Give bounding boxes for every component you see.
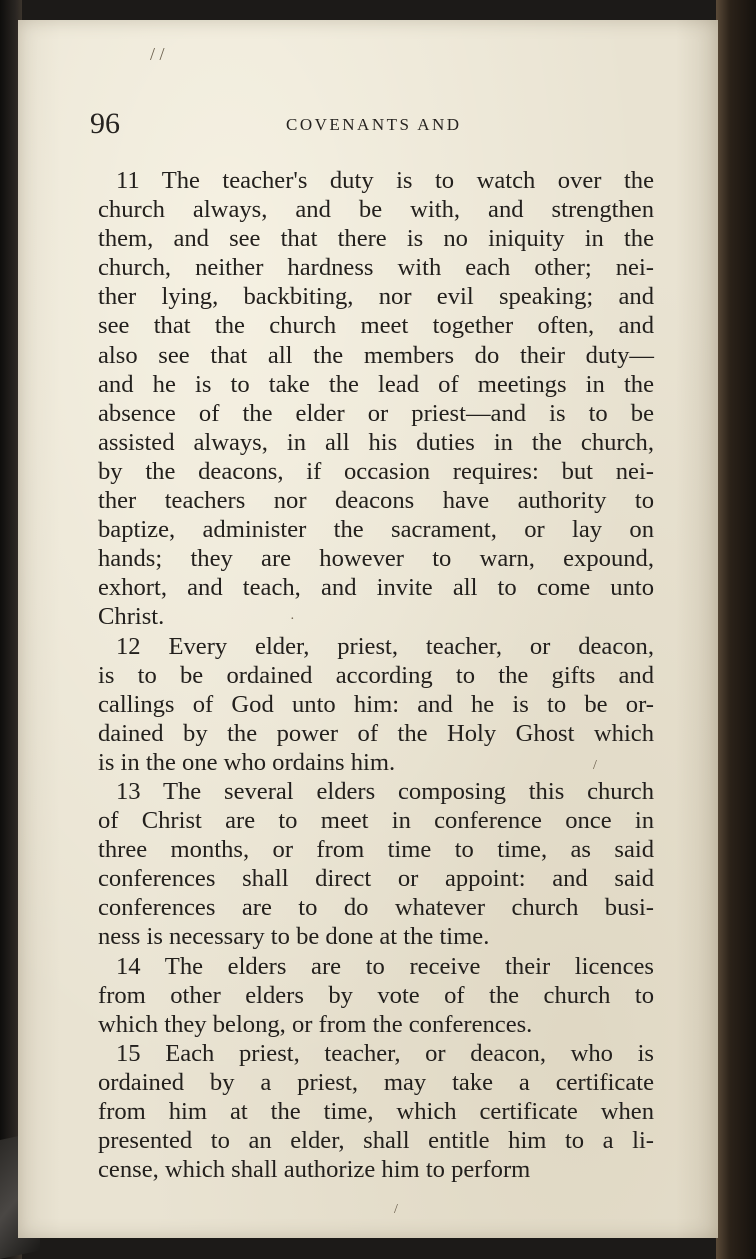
- page-header: [90, 104, 650, 144]
- text-line: of Christ are to meet in conference once in: [98, 807, 654, 835]
- text-line: ordained by a priest, may take a certificate: [98, 1068, 654, 1096]
- text-line: is in the one who ordains him.: [98, 748, 396, 776]
- pencil-mark: / /: [150, 44, 165, 64]
- text-line: and he is to take the lead of meetings in the: [98, 370, 654, 398]
- ink-speck: /: [593, 758, 597, 773]
- text-line: Christ.: [98, 603, 165, 631]
- text-line: church always, and be with, and strengthen: [98, 196, 654, 224]
- text-line: ther teachers nor deacons have authority to: [98, 487, 654, 515]
- book-cover-right-edge: [716, 0, 756, 1259]
- text-line: presented to an elder, shall entitle him to a li-: [98, 1127, 654, 1155]
- text-line: from other elders by vote of the church to: [98, 981, 654, 1009]
- text-line: by the deacons, if occasion requires: but nei-: [98, 457, 654, 485]
- paragraph-first-line: 12 Every elder, priest, teacher, or deacon,: [116, 632, 654, 660]
- paragraph-first-line: 11 The teacher's duty is to watch over the: [116, 167, 654, 194]
- text-line: assisted always, in all his duties in the church,: [98, 428, 654, 456]
- text-line: conferences shall direct or appoint: and said: [98, 865, 654, 893]
- text-line: three months, or from time to time, as said: [98, 836, 654, 864]
- text-line: cense, which shall authorize him to perform: [98, 1156, 531, 1184]
- page-number: 96: [90, 107, 120, 140]
- text-line: them, and see that there is no iniquity in the: [98, 225, 654, 253]
- text-line: absence of the elder or priest—and is to be: [98, 399, 654, 427]
- ink-speck: /: [394, 1202, 398, 1217]
- text-line: baptize, administer the sacrament, or lay on: [98, 516, 654, 544]
- text-line: see that the church meet together often, and: [98, 312, 654, 340]
- text-line: dained by the power of the Holy Ghost which: [98, 719, 654, 747]
- text-line: exhort, and teach, and invite all to come unto: [98, 574, 654, 602]
- text-line: is to be ordained according to the gifts and: [98, 661, 654, 689]
- text-line: also see that all the members do their duty—: [98, 341, 654, 369]
- text-line: hands; they are however to warn, expound,: [98, 545, 654, 573]
- text-line: church, neither hardness with each other; nei-: [98, 254, 654, 282]
- text-line: ther lying, backbiting, nor evil speaking; and: [98, 283, 654, 311]
- paragraph-first-line: 13 The several elders composing this church: [116, 777, 654, 805]
- text-line: which they belong, or from the conferences.: [98, 1010, 533, 1038]
- running-head: COVENANTS AND: [286, 115, 462, 134]
- text-line: ness is necessary to be done at the time.: [98, 923, 490, 951]
- ink-speck: ·: [290, 612, 295, 627]
- paragraph-first-line: 14 The elders are to receive their licences: [116, 952, 654, 980]
- body-text: [98, 166, 654, 1184]
- text-line: conferences are to do whatever church busi-: [98, 894, 654, 922]
- text-line: from him at the time, which certificate when: [98, 1098, 654, 1125]
- paragraph-first-line: 15 Each priest, teacher, or deacon, who is: [116, 1039, 654, 1067]
- text-line: callings of God unto him: and he is to be or-: [98, 690, 654, 718]
